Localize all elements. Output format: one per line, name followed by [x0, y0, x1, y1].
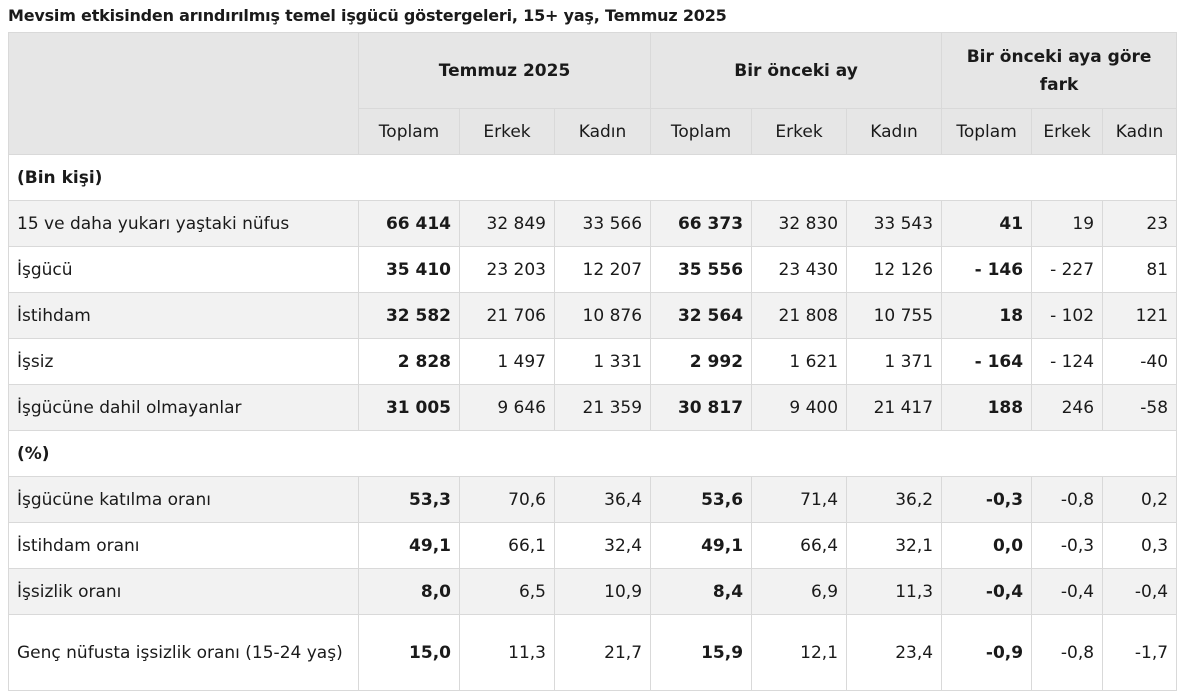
- value-cell: 18: [942, 293, 1032, 339]
- value-cell: 53,3: [359, 477, 460, 523]
- value-cell: -0,8: [1032, 477, 1103, 523]
- table-row: [9, 615, 1177, 691]
- value-cell: 23 430: [752, 247, 847, 293]
- value-cell: 35 410: [359, 247, 460, 293]
- table-row: [9, 339, 1177, 385]
- value-cell: 66 373: [651, 201, 752, 247]
- value-cell: 2 992: [651, 339, 752, 385]
- row-label: 15 ve daha yukarı yaştaki nüfus: [9, 201, 359, 247]
- value-cell: 10,9: [555, 569, 651, 615]
- value-cell: 246: [1032, 385, 1103, 431]
- column-header: Erkek: [460, 109, 555, 155]
- table-row: [9, 201, 1177, 247]
- table-row: [9, 523, 1177, 569]
- value-cell: 70,6: [460, 477, 555, 523]
- value-cell: 1 497: [460, 339, 555, 385]
- value-cell: 31 005: [359, 385, 460, 431]
- column-header: Erkek: [1032, 109, 1103, 155]
- value-cell: - 102: [1032, 293, 1103, 339]
- value-cell: 32 564: [651, 293, 752, 339]
- value-cell: - 227: [1032, 247, 1103, 293]
- column-header: Kadın: [1103, 109, 1177, 155]
- labour-indicators-table: [8, 32, 1177, 691]
- value-cell: -0,3: [1032, 523, 1103, 569]
- value-cell: 0,0: [942, 523, 1032, 569]
- row-label: İşgücü: [9, 247, 359, 293]
- column-header: Toplam: [651, 109, 752, 155]
- value-cell: - 124: [1032, 339, 1103, 385]
- value-cell: 49,1: [359, 523, 460, 569]
- value-cell: 33 543: [847, 201, 942, 247]
- value-cell: 9 400: [752, 385, 847, 431]
- section-row: [9, 431, 1177, 477]
- value-cell: 8,0: [359, 569, 460, 615]
- value-cell: 12,1: [752, 615, 847, 691]
- value-cell: -0,9: [942, 615, 1032, 691]
- value-cell: 81: [1103, 247, 1177, 293]
- value-cell: -0,4: [1032, 569, 1103, 615]
- value-cell: -1,7: [1103, 615, 1177, 691]
- row-label: Genç nüfusta işsizlik oranı (15-24 yaş): [9, 615, 359, 691]
- value-cell: 15,9: [651, 615, 752, 691]
- table-row: [9, 293, 1177, 339]
- row-label: İstihdam: [9, 293, 359, 339]
- value-cell: 66,1: [460, 523, 555, 569]
- value-cell: 66 414: [359, 201, 460, 247]
- value-cell: 32 849: [460, 201, 555, 247]
- corner-header: [9, 33, 359, 155]
- column-header: Kadın: [847, 109, 942, 155]
- value-cell: 30 817: [651, 385, 752, 431]
- value-cell: 21 417: [847, 385, 942, 431]
- value-cell: 12 207: [555, 247, 651, 293]
- group-header-difference: Bir önceki aya göre fark: [942, 33, 1177, 109]
- section-row: [9, 155, 1177, 201]
- value-cell: 11,3: [460, 615, 555, 691]
- value-cell: -0,4: [1103, 569, 1177, 615]
- column-header: Toplam: [942, 109, 1032, 155]
- row-label: İşsizlik oranı: [9, 569, 359, 615]
- value-cell: 23: [1103, 201, 1177, 247]
- value-cell: 21 808: [752, 293, 847, 339]
- value-cell: - 164: [942, 339, 1032, 385]
- value-cell: 21 359: [555, 385, 651, 431]
- value-cell: 121: [1103, 293, 1177, 339]
- value-cell: 66,4: [752, 523, 847, 569]
- row-label: İşgücüne dahil olmayanlar: [9, 385, 359, 431]
- value-cell: 21,7: [555, 615, 651, 691]
- value-cell: 6,5: [460, 569, 555, 615]
- value-cell: 36,4: [555, 477, 651, 523]
- group-header-previous: Bir önceki ay: [651, 33, 942, 109]
- value-cell: 21 706: [460, 293, 555, 339]
- value-cell: -0,8: [1032, 615, 1103, 691]
- value-cell: 23,4: [847, 615, 942, 691]
- value-cell: 10 755: [847, 293, 942, 339]
- value-cell: 1 371: [847, 339, 942, 385]
- value-cell: 2 828: [359, 339, 460, 385]
- value-cell: 32 830: [752, 201, 847, 247]
- value-cell: 1 331: [555, 339, 651, 385]
- row-label: İşsiz: [9, 339, 359, 385]
- row-label: İstihdam oranı: [9, 523, 359, 569]
- value-cell: 1 621: [752, 339, 847, 385]
- group-header-current: Temmuz 2025: [359, 33, 651, 109]
- table-row: [9, 477, 1177, 523]
- value-cell: 41: [942, 201, 1032, 247]
- value-cell: 23 203: [460, 247, 555, 293]
- section-label-thousands: (Bin kişi): [9, 155, 1177, 201]
- column-header: Kadın: [555, 109, 651, 155]
- table-row: [9, 569, 1177, 615]
- value-cell: 8,4: [651, 569, 752, 615]
- table-title: Mevsim etkisinden arındırılmış temel işgücü göstergeleri, 15+ yaş, Temmuz 2025: [8, 6, 727, 25]
- value-cell: -0,3: [942, 477, 1032, 523]
- value-cell: 0,2: [1103, 477, 1177, 523]
- value-cell: 10 876: [555, 293, 651, 339]
- value-cell: 9 646: [460, 385, 555, 431]
- value-cell: 35 556: [651, 247, 752, 293]
- value-cell: - 146: [942, 247, 1032, 293]
- value-cell: -0,4: [942, 569, 1032, 615]
- row-label: İşgücüne katılma oranı: [9, 477, 359, 523]
- value-cell: 32 582: [359, 293, 460, 339]
- value-cell: 12 126: [847, 247, 942, 293]
- value-cell: 19: [1032, 201, 1103, 247]
- value-cell: 188: [942, 385, 1032, 431]
- section-label-percent: (%): [9, 431, 1177, 477]
- column-header: Toplam: [359, 109, 460, 155]
- value-cell: -40: [1103, 339, 1177, 385]
- value-cell: 15,0: [359, 615, 460, 691]
- table-row: [9, 247, 1177, 293]
- value-cell: 32,4: [555, 523, 651, 569]
- value-cell: 0,3: [1103, 523, 1177, 569]
- value-cell: 32,1: [847, 523, 942, 569]
- value-cell: 33 566: [555, 201, 651, 247]
- value-cell: 11,3: [847, 569, 942, 615]
- value-cell: 71,4: [752, 477, 847, 523]
- value-cell: 53,6: [651, 477, 752, 523]
- value-cell: 6,9: [752, 569, 847, 615]
- column-header: Erkek: [752, 109, 847, 155]
- value-cell: 36,2: [847, 477, 942, 523]
- table-row: [9, 385, 1177, 431]
- value-cell: 49,1: [651, 523, 752, 569]
- value-cell: -58: [1103, 385, 1177, 431]
